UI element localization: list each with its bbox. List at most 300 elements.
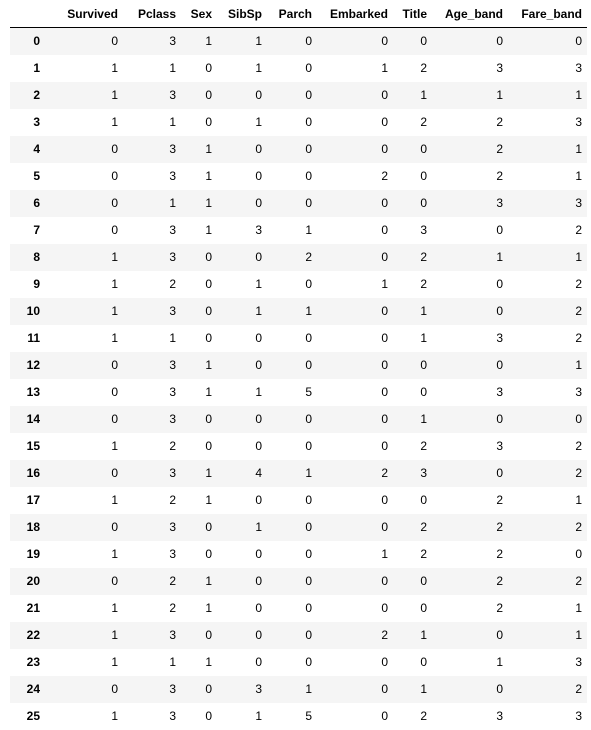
column-header: SibSp xyxy=(217,0,267,28)
table-row xyxy=(10,703,587,730)
table-cell: 0 xyxy=(496,34,503,49)
table-cell: 3 xyxy=(420,466,427,480)
table-cell: 3 xyxy=(575,709,582,723)
table-cell: 2 xyxy=(420,520,427,534)
table-cell: 2 xyxy=(575,304,582,318)
row-index: 8 xyxy=(33,250,40,264)
table-cell: 3 xyxy=(496,196,503,210)
table-cell: 1 xyxy=(169,61,176,75)
table-cell: 2 xyxy=(305,250,312,264)
table-cell: 0 xyxy=(496,304,503,318)
table-cell: 0 xyxy=(205,439,212,453)
table-cell: 0 xyxy=(575,34,582,49)
table-cell: 2 xyxy=(381,466,388,480)
table-cell: 0 xyxy=(205,547,212,561)
header-row xyxy=(10,0,587,28)
table-cell: 0 xyxy=(111,196,118,210)
table-cell: 0 xyxy=(305,196,312,210)
table-cell: 1 xyxy=(255,385,262,399)
table-cell: 0 xyxy=(496,358,503,372)
table-cell: 0 xyxy=(111,385,118,399)
table-cell: 0 xyxy=(255,655,262,669)
table-cell: 0 xyxy=(381,601,388,615)
table-cell: 0 xyxy=(255,601,262,615)
table-cell: 3 xyxy=(169,34,176,49)
table-cell: 2 xyxy=(496,520,503,534)
table-cell: 3 xyxy=(496,385,503,399)
table-cell: 1 xyxy=(111,331,118,345)
column-header: Parch xyxy=(267,0,317,28)
row-index: 11 xyxy=(27,331,40,345)
table-cell: 0 xyxy=(381,88,388,102)
table-cell: 2 xyxy=(496,142,503,156)
table-cell: 1 xyxy=(575,601,582,615)
table-cell: 0 xyxy=(381,250,388,264)
table-cell: 0 xyxy=(255,547,262,561)
table-cell: 1 xyxy=(111,88,118,102)
table-cell: 1 xyxy=(496,250,503,264)
table-cell: 1 xyxy=(111,277,118,291)
table-cell: 0 xyxy=(205,709,212,723)
table-cell: 0 xyxy=(255,169,262,183)
table-cell: 1 xyxy=(205,169,212,183)
table-cell: 0 xyxy=(305,331,312,345)
row-index: 3 xyxy=(33,115,40,129)
row-index: 15 xyxy=(26,439,40,453)
table-cell: 0 xyxy=(420,142,427,156)
table-cell: 2 xyxy=(381,628,388,642)
table-cell: 0 xyxy=(305,628,312,642)
table-cell: 0 xyxy=(420,196,427,210)
table-cell: 0 xyxy=(305,88,312,102)
table-cell: 1 xyxy=(575,358,582,372)
table-cell: 1 xyxy=(420,412,427,426)
table-cell: 2 xyxy=(575,682,582,696)
table-cell: 2 xyxy=(575,574,582,588)
row-index: 14 xyxy=(26,412,40,426)
table-cell: 1 xyxy=(111,439,118,453)
table-cell: 3 xyxy=(496,439,503,453)
table-cell: 0 xyxy=(305,115,312,129)
table-row xyxy=(10,244,587,271)
table-cell: 0 xyxy=(305,547,312,561)
table-cell: 1 xyxy=(169,655,176,669)
table-cell: 2 xyxy=(169,574,176,588)
table-cell: 0 xyxy=(381,709,388,723)
table-cell: 0 xyxy=(305,574,312,588)
table-cell: 1 xyxy=(575,250,582,264)
table-cell: 3 xyxy=(169,223,176,237)
table-cell: 0 xyxy=(420,34,427,49)
table-cell: 1 xyxy=(255,115,262,129)
table-cell: 0 xyxy=(381,223,388,237)
table-cell: 3 xyxy=(169,88,176,102)
row-index: 1 xyxy=(33,61,40,75)
table-cell: 1 xyxy=(205,574,212,588)
table-cell: 0 xyxy=(575,412,582,426)
row-index: 19 xyxy=(26,547,40,561)
row-index: 2 xyxy=(33,88,40,102)
table-cell: 1 xyxy=(169,331,176,345)
table-cell: 2 xyxy=(169,601,176,615)
table-cell: 2 xyxy=(496,115,503,129)
table-cell: 0 xyxy=(305,34,312,49)
table-row xyxy=(10,541,587,568)
row-index: 25 xyxy=(26,709,40,723)
table-cell: 0 xyxy=(305,520,312,534)
table-cell: 3 xyxy=(169,709,176,723)
table-cell: 2 xyxy=(169,439,176,453)
row-index: 18 xyxy=(26,520,40,534)
table-row xyxy=(10,352,587,379)
table-cell: 1 xyxy=(381,61,388,75)
table-cell: 0 xyxy=(255,358,262,372)
table-cell: 0 xyxy=(111,142,118,156)
table-cell: 0 xyxy=(111,682,118,696)
row-index: 0 xyxy=(33,34,40,49)
table-cell: 1 xyxy=(575,169,582,183)
table-cell: 0 xyxy=(205,682,212,696)
table-cell: 3 xyxy=(169,250,176,264)
table-cell: 0 xyxy=(420,574,427,588)
table-cell: 1 xyxy=(205,466,212,480)
table-body xyxy=(10,28,587,730)
table-cell: 1 xyxy=(205,493,212,507)
table-cell: 1 xyxy=(305,304,312,318)
table-cell: 0 xyxy=(205,628,212,642)
row-index: 7 xyxy=(33,223,40,237)
table-cell: 3 xyxy=(496,61,503,75)
table-cell: 2 xyxy=(420,277,427,291)
table-cell: 1 xyxy=(111,304,118,318)
table-cell: 1 xyxy=(305,223,312,237)
row-index: 4 xyxy=(33,142,40,156)
column-header: Sex xyxy=(181,0,217,28)
table-cell: 5 xyxy=(305,385,312,399)
row-index: 12 xyxy=(26,358,40,372)
table-cell: 1 xyxy=(420,304,427,318)
table-cell: 0 xyxy=(111,412,118,426)
table-cell: 1 xyxy=(420,682,427,696)
table-row xyxy=(10,568,587,595)
table-row xyxy=(10,595,587,622)
table-cell: 1 xyxy=(169,115,176,129)
table-cell: 0 xyxy=(255,196,262,210)
table-row xyxy=(10,109,587,136)
table-cell: 0 xyxy=(305,412,312,426)
table-cell: 0 xyxy=(205,277,212,291)
table-cell: 1 xyxy=(255,277,262,291)
table-cell: 0 xyxy=(381,655,388,669)
table-cell: 3 xyxy=(169,547,176,561)
table-cell: 0 xyxy=(205,61,212,75)
column-header: Title xyxy=(393,0,432,28)
table-cell: 0 xyxy=(496,277,503,291)
table-cell: 0 xyxy=(381,115,388,129)
table-cell: 0 xyxy=(381,574,388,588)
table-cell: 3 xyxy=(575,115,582,129)
table-cell: 0 xyxy=(381,34,388,49)
table-cell: 1 xyxy=(205,385,212,399)
table-cell: 3 xyxy=(169,520,176,534)
table-cell: 0 xyxy=(381,520,388,534)
table-cell: 0 xyxy=(496,628,503,642)
table-cell: 0 xyxy=(381,142,388,156)
table-row xyxy=(10,676,587,703)
table-cell: 2 xyxy=(420,250,427,264)
table-cell: 0 xyxy=(255,331,262,345)
table-cell: 0 xyxy=(381,439,388,453)
row-index: 5 xyxy=(33,169,40,183)
table-cell: 0 xyxy=(205,88,212,102)
table-cell: 1 xyxy=(111,61,118,75)
table-cell: 3 xyxy=(169,412,176,426)
table-row xyxy=(10,406,587,433)
row-index: 6 xyxy=(33,196,40,210)
table-cell: 2 xyxy=(420,547,427,561)
table-cell: 3 xyxy=(496,331,503,345)
table-cell: 3 xyxy=(255,682,262,696)
row-index: 23 xyxy=(26,655,40,669)
table-cell: 2 xyxy=(420,709,427,723)
table-cell: 0 xyxy=(305,439,312,453)
table-cell: 1 xyxy=(205,223,212,237)
table-cell: 0 xyxy=(305,493,312,507)
row-index: 24 xyxy=(26,682,40,696)
table-cell: 2 xyxy=(496,169,503,183)
table-cell: 0 xyxy=(305,358,312,372)
table-cell: 1 xyxy=(575,493,582,507)
table-cell: 1 xyxy=(255,520,262,534)
row-index: 16 xyxy=(26,466,40,480)
table-cell: 3 xyxy=(575,61,582,75)
table-cell: 0 xyxy=(255,88,262,102)
table-cell: 0 xyxy=(381,358,388,372)
table-cell: 2 xyxy=(169,493,176,507)
table-cell: 0 xyxy=(496,682,503,696)
table-cell: 3 xyxy=(255,223,262,237)
table-row xyxy=(10,622,587,649)
row-index: 22 xyxy=(26,628,40,642)
table-row xyxy=(10,28,587,55)
table-cell: 0 xyxy=(420,358,427,372)
table-cell: 2 xyxy=(496,493,503,507)
table-cell: 0 xyxy=(255,628,262,642)
table-cell: 1 xyxy=(111,115,118,129)
column-header: Embarked xyxy=(317,0,393,28)
row-index: 10 xyxy=(26,304,40,318)
table-cell: 1 xyxy=(111,601,118,615)
table-cell: 1 xyxy=(255,61,262,75)
table-cell: 3 xyxy=(575,196,582,210)
table-cell: 3 xyxy=(496,709,503,723)
column-header: Pclass xyxy=(123,0,181,28)
table-cell: 5 xyxy=(305,709,312,723)
table-cell: 2 xyxy=(575,331,582,345)
table-cell: 0 xyxy=(255,142,262,156)
table-cell: 0 xyxy=(305,655,312,669)
table-cell: 0 xyxy=(255,493,262,507)
table-cell: 0 xyxy=(496,223,503,237)
table-cell: 0 xyxy=(255,412,262,426)
table-cell: 1 xyxy=(305,682,312,696)
table-cell: 1 xyxy=(381,547,388,561)
table-cell: 0 xyxy=(575,547,582,561)
table-cell: 1 xyxy=(496,88,503,102)
table-cell: 0 xyxy=(420,601,427,615)
table-cell: 0 xyxy=(111,466,118,480)
table-cell: 3 xyxy=(575,385,582,399)
table-cell: 0 xyxy=(305,169,312,183)
column-header: Survived xyxy=(45,0,123,28)
table-row xyxy=(10,514,587,541)
table-cell: 0 xyxy=(381,412,388,426)
table-row xyxy=(10,298,587,325)
table-cell: 0 xyxy=(205,412,212,426)
table-cell: 1 xyxy=(205,601,212,615)
table-cell: 1 xyxy=(575,628,582,642)
table-cell: 0 xyxy=(305,61,312,75)
table-cell: 0 xyxy=(420,655,427,669)
row-index: 13 xyxy=(26,385,40,399)
index-header xyxy=(10,0,45,28)
row-index: 9 xyxy=(33,277,40,291)
table-cell: 0 xyxy=(420,385,427,399)
table-cell: 0 xyxy=(381,682,388,696)
table-cell: 0 xyxy=(255,250,262,264)
table-cell: 0 xyxy=(205,304,212,318)
table-cell: 0 xyxy=(205,250,212,264)
dataframe-table xyxy=(10,0,587,730)
table-cell: 1 xyxy=(420,331,427,345)
table-cell: 0 xyxy=(381,331,388,345)
table-cell: 1 xyxy=(111,655,118,669)
table-cell: 3 xyxy=(169,304,176,318)
table-cell: 2 xyxy=(575,223,582,237)
table-cell: 2 xyxy=(575,466,582,480)
table-cell: 0 xyxy=(205,331,212,345)
table-cell: 1 xyxy=(255,304,262,318)
table-cell: 1 xyxy=(111,628,118,642)
table-cell: 0 xyxy=(255,439,262,453)
table-cell: 2 xyxy=(420,115,427,129)
table-cell: 1 xyxy=(496,655,503,669)
table-cell: 0 xyxy=(111,169,118,183)
table-cell: 3 xyxy=(169,142,176,156)
table-cell: 1 xyxy=(111,547,118,561)
table-cell: 2 xyxy=(575,520,582,534)
table-cell: 0 xyxy=(205,115,212,129)
table-row xyxy=(10,487,587,514)
table-cell: 1 xyxy=(205,142,212,156)
table-cell: 1 xyxy=(111,709,118,723)
table-cell: 3 xyxy=(169,358,176,372)
table-cell: 1 xyxy=(205,655,212,669)
table-cell: 2 xyxy=(496,547,503,561)
table-cell: 0 xyxy=(305,142,312,156)
table-row xyxy=(10,433,587,460)
table-cell: 1 xyxy=(205,358,212,372)
table-cell: 0 xyxy=(420,169,427,183)
table-cell: 0 xyxy=(205,520,212,534)
table-cell: 2 xyxy=(496,601,503,615)
table-row xyxy=(10,325,587,352)
table-cell: 1 xyxy=(420,88,427,102)
row-index: 20 xyxy=(26,574,40,588)
table-cell: 1 xyxy=(169,196,176,210)
table-cell: 3 xyxy=(420,223,427,237)
table-row xyxy=(10,82,587,109)
table-cell: 0 xyxy=(381,385,388,399)
table-cell: 2 xyxy=(496,574,503,588)
table-cell: 0 xyxy=(111,34,118,49)
table-row xyxy=(10,55,587,82)
table-cell: 2 xyxy=(420,61,427,75)
table-row xyxy=(10,460,587,487)
table-row xyxy=(10,649,587,676)
row-index: 21 xyxy=(26,601,40,615)
table-cell: 1 xyxy=(111,493,118,507)
table-cell: 0 xyxy=(381,196,388,210)
table-cell: 1 xyxy=(111,250,118,264)
column-header: Fare_band xyxy=(508,0,587,28)
table-cell: 3 xyxy=(575,655,582,669)
table-cell: 0 xyxy=(111,574,118,588)
table-cell: 1 xyxy=(381,277,388,291)
table-cell: 0 xyxy=(255,574,262,588)
table-row xyxy=(10,190,587,217)
table-cell: 0 xyxy=(420,493,427,507)
table-row xyxy=(10,379,587,406)
column-header: Age_band xyxy=(432,0,508,28)
table-cell: 3 xyxy=(169,169,176,183)
table-cell: 1 xyxy=(205,196,212,210)
row-index: 17 xyxy=(26,493,40,507)
table-cell: 0 xyxy=(111,358,118,372)
table-row xyxy=(10,163,587,190)
table-cell: 1 xyxy=(255,34,262,49)
table-row xyxy=(10,217,587,244)
table-row xyxy=(10,136,587,163)
table-cell: 2 xyxy=(575,439,582,453)
table-cell: 0 xyxy=(305,601,312,615)
table-cell: 3 xyxy=(169,385,176,399)
table-cell: 1 xyxy=(205,34,212,49)
table-cell: 2 xyxy=(420,439,427,453)
output-cell xyxy=(10,0,589,730)
table-cell: 1 xyxy=(305,466,312,480)
table-cell: 0 xyxy=(111,223,118,237)
table-cell: 0 xyxy=(496,412,503,426)
table-cell: 0 xyxy=(496,466,503,480)
table-cell: 0 xyxy=(111,520,118,534)
table-cell: 1 xyxy=(575,142,582,156)
table-cell: 2 xyxy=(575,277,582,291)
table-cell: 4 xyxy=(255,466,262,480)
table-cell: 0 xyxy=(381,304,388,318)
table-cell: 0 xyxy=(381,493,388,507)
table-cell: 3 xyxy=(169,682,176,696)
table-cell: 2 xyxy=(381,169,388,183)
table-cell: 3 xyxy=(169,628,176,642)
table-cell: 1 xyxy=(420,628,427,642)
table-cell: 1 xyxy=(575,88,582,102)
table-row xyxy=(10,271,587,298)
table-cell: 1 xyxy=(255,709,262,723)
table-cell: 2 xyxy=(169,277,176,291)
table-cell: 0 xyxy=(305,277,312,291)
table-cell: 3 xyxy=(169,466,176,480)
